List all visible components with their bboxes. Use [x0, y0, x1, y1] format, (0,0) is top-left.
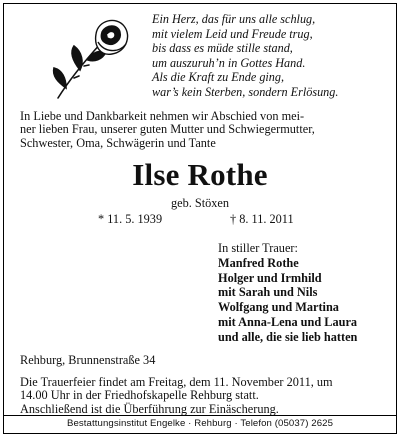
- mourner-line: Wolfgang und Martina: [218, 300, 339, 315]
- birth-date: * 11. 5. 1939: [98, 212, 163, 226]
- poem-line: war’s kein Sterben, sondern Erlösung.: [152, 84, 339, 99]
- poem: [152, 12, 396, 100]
- poem-line: um auszuruh’n in Gottes Hand.: [152, 55, 306, 70]
- family-address: Rehburg, Brunnenstraße 34: [20, 353, 156, 367]
- mourner-line: Manfred Rothe: [218, 255, 299, 270]
- intro-line: In Liebe und Dankbarkeit nehmen wir Abschied von mei-: [20, 109, 305, 123]
- intro-line: Schwester, Oma, Schwägerin und Tante: [20, 135, 216, 150]
- poem-line: Als die Kraft zu Ende ging,: [152, 70, 285, 85]
- death-date: † 8. 11. 2011: [230, 212, 294, 226]
- service-line: Die Trauerfeier findet am Freitag, dem 11. November 2011, um: [20, 375, 333, 389]
- service-line: Anschließend ist die Überführung zur Einäscherung.: [20, 401, 279, 416]
- mourners-block: [218, 241, 357, 345]
- mourner-line: mit Sarah und Nils: [218, 285, 318, 300]
- poem-line: bis dass es müde stille stand,: [152, 41, 293, 56]
- mourners-heading: In stiller Trauer:: [218, 241, 298, 255]
- poem-line: mit vielem Leid und Freude trug,: [152, 26, 313, 41]
- funeral-home-footer: Bestattungsinstitut Engelke · Rehburg · Telefon (05037) 2625: [4, 415, 396, 433]
- intro-line: ner lieben Frau, unserer guten Mutter und Schwiegermutter,: [20, 122, 315, 137]
- rose-illustration: [44, 12, 132, 104]
- service-line: 14.00 Uhr in der Friedhofskapelle Rehburg statt.: [20, 388, 259, 403]
- mourner-line: mit Anna-Lena und Laura: [218, 314, 358, 329]
- mourner-line: und alle, die sie lieb hatten: [218, 329, 358, 344]
- poem-line: Ein Herz, das für uns alle schlug,: [152, 12, 316, 26]
- deceased-name: Ilse Rothe: [132, 157, 268, 192]
- obituary-notice: [3, 3, 397, 434]
- service-info: [20, 376, 392, 416]
- mourner-line: Holger und Irmhild: [218, 270, 322, 285]
- intro-text: [20, 110, 392, 150]
- birth-name: geb. Stöxen: [170, 196, 230, 210]
